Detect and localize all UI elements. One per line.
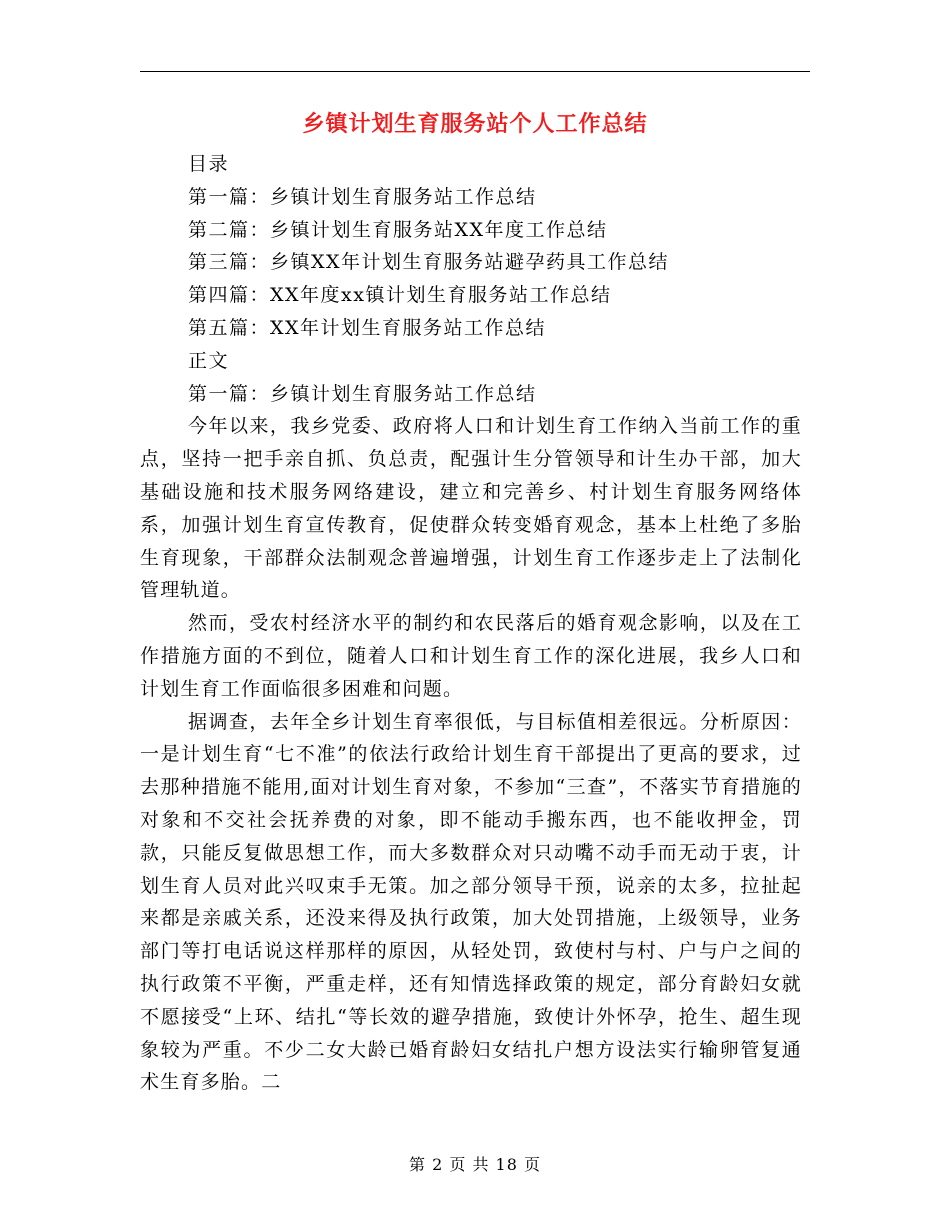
header-rule — [140, 71, 810, 72]
toc-item: 第五篇：XX年计划生育服务站工作总结 — [188, 316, 547, 339]
toc-item: 第四篇：XX年度xx镇计划生育服务站工作总结 — [188, 284, 612, 307]
section-heading: 第一篇：乡镇计划生育服务站工作总结 — [188, 382, 537, 405]
document-body — [140, 148, 802, 1099]
page-footer: 第 2 页 共 18 页 — [409, 1155, 541, 1174]
body-paragraph: 据调查，去年全乡计划生育率很低，与目标值相差很远。分析原因：一是计划生育“七不准”的依法行政给计划生育干部提出了更高的要求，过去那种措施不能用,面对计划生育对象，不参加“三查”，不落实节育措施的对象和不交社会抚养费的对象，即不能动手搬东西，也不能收押金，罚款，只能反复做思想工作，而大多数群众对只动嘴不动手而无动于衷，计划生育人员对此兴叹束手无策。加之部分领导干预，说亲的太多，拉扯起来都是亲戚关系，还没来得及执行政策，加大处罚措施，上级领导，业务部门等打电话说这样那样的原因，从轻处罚，致使村与村、户与户之间的执行政策不平衡，严重走样，还有知情选择政策的规定，部分育龄妇女就不愿接受“上环、结扎“等长效的避孕措施，致使计外怀孕，抢生、超生现象较为严重。不少二女大龄已婚育龄妇女结扎户想方设法实行输卵管复通术生育多胎。二 — [140, 710, 802, 1094]
body-paragraph: 然而，受农村经济水平的制约和农民落后的婚育观念影响，以及在工作措施方面的不到位，随着人口和计划生育工作的深化进展，我乡人口和计划生育工作面临很多困难和问题。 — [140, 612, 802, 700]
document-title: 乡镇计划生育服务站个人工作总结 — [302, 112, 648, 137]
body-paragraph: 今年以来，我乡党委、政府将人口和计划生育工作纳入当前工作的重点，坚持一把手亲自抓、负总责，配强计生分管领导和计生办干部，加大基础设施和技术服务网络建设，建立和完善乡、村计划生育服务网络体系，加强计划生育宣传教育，促使群众转变婚育观念，基本上杜绝了多胎生育现象，干部群众法制观念普遍增强，计划生育工作逐步走上了法制化管理轨道。 — [140, 415, 802, 602]
toc-item: 第三篇：乡镇XX年计划生育服务站避孕药具工作总结 — [188, 251, 670, 274]
toc-item: 第一篇：乡镇计划生育服务站工作总结 — [188, 185, 537, 208]
toc-heading: 目录 — [188, 153, 230, 175]
body-heading: 正文 — [188, 349, 230, 372]
toc-item: 第二篇：乡镇计划生育服务站XX年度工作总结 — [188, 218, 608, 241]
